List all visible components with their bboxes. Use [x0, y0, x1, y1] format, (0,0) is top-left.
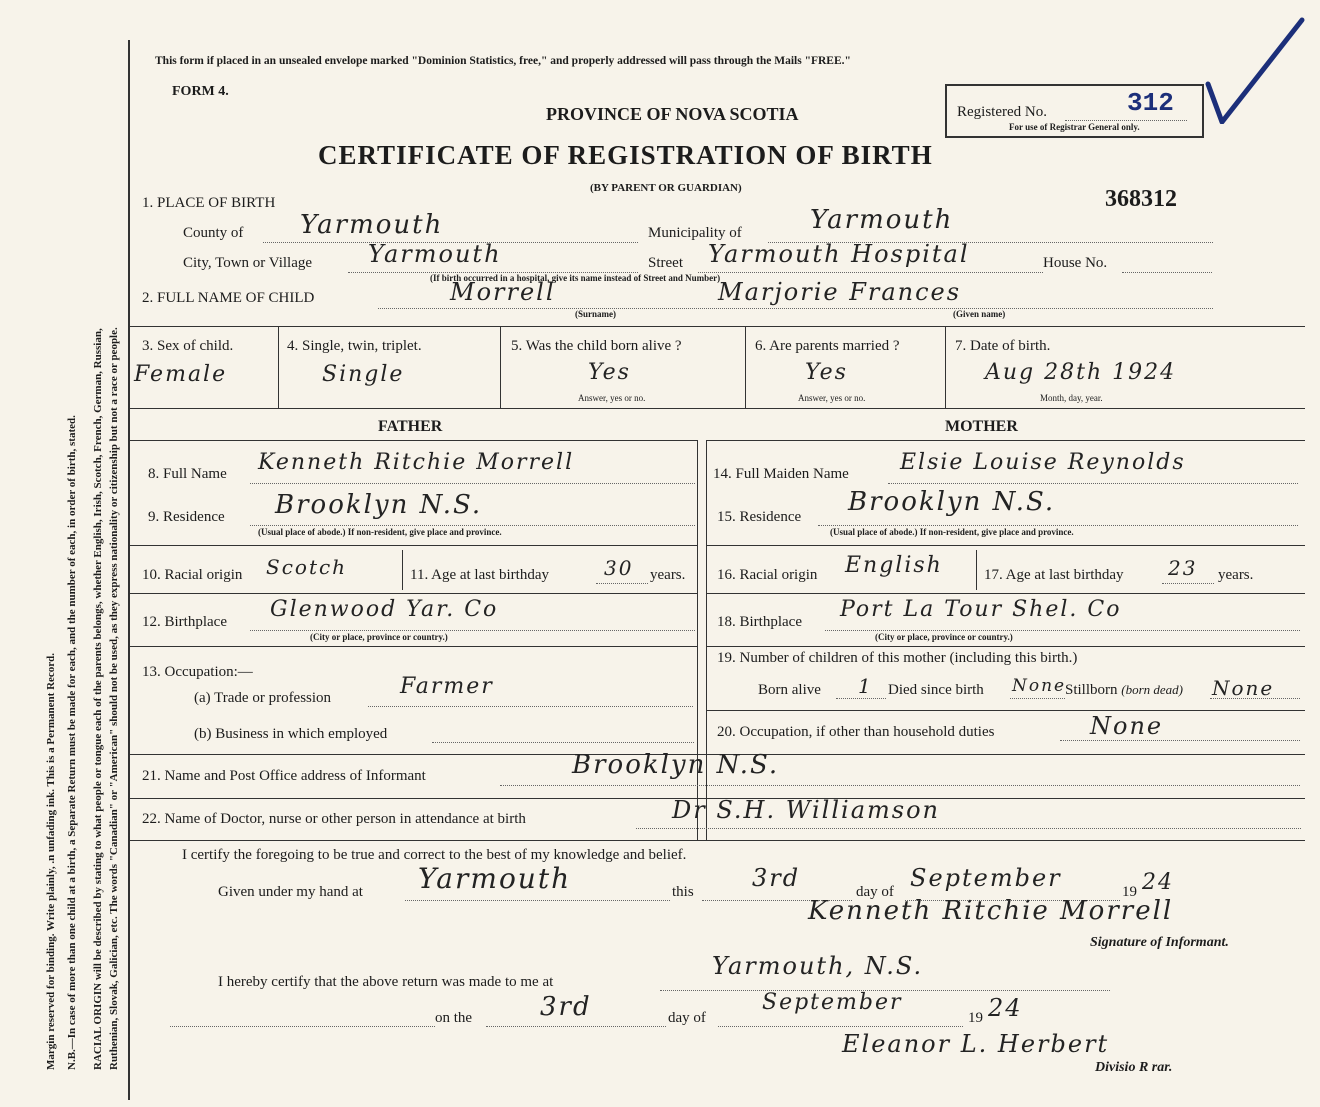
father-residence-label: 9. Residence — [148, 509, 225, 525]
father-birthplace-note: (City or place, province or country.) — [310, 632, 448, 642]
registered-label: Registered No. — [957, 104, 1047, 120]
stillborn-label — [1065, 682, 1183, 699]
father-age-value: 30 — [604, 556, 634, 580]
date-of-birth-value: Aug 28th 1924 — [985, 360, 1177, 385]
doctor-value: Dr S.H. Williamson — [672, 796, 940, 824]
county-value: Yarmouth — [300, 210, 444, 240]
registered-value: 312 — [1127, 88, 1174, 118]
father-age-label: 11. Age at last birthday — [410, 567, 549, 583]
city-value: Yarmouth — [368, 240, 502, 268]
mother-age-label: 17. Age at last birthday — [984, 567, 1124, 583]
born-alive-count-label: Born alive — [758, 682, 821, 698]
margin-note-multiple-births: N.B.—In case of more than one child at a birth, a Separate Return must be made for each, and the number of each, in order of birth, stated. — [66, 415, 78, 1070]
date-of-birth-label: 7. Date of birth. — [955, 338, 1051, 354]
street-value: Yarmouth Hospital — [708, 240, 970, 268]
given-place-value: Yarmouth — [418, 862, 572, 895]
single-twin-value: Single — [322, 362, 405, 387]
parents-married-note: Answer, yes or no. — [798, 393, 866, 403]
margin-border — [128, 40, 130, 1100]
registrar-month-value: September — [762, 990, 903, 1015]
mother-name-label: 14. Full Maiden Name — [713, 466, 849, 482]
certify-statement: I certify the foregoing to be true and correct to the best of my knowledge and belief. — [182, 847, 687, 863]
form-number: FORM 4. — [172, 84, 229, 99]
registrar-day-of-label: day of — [668, 1010, 706, 1026]
mail-notice-free: "FREE." — [804, 55, 851, 67]
check-mark-icon — [1200, 14, 1310, 124]
street-label: Street — [648, 255, 683, 271]
father-name-value: Kenneth Ritchie Morrell — [258, 450, 575, 475]
certify-year-prefix: 19 — [1122, 884, 1137, 900]
informant-value: Brooklyn N.S. — [572, 750, 780, 780]
margin-note-binding: Margin reserved for binding. Write plainly, .n unfading ink. This is a Permanent Record. — [45, 652, 57, 1070]
mother-birthplace-value: Port La Tour Shel. Co — [840, 597, 1122, 622]
certificate-subtitle: (BY PARENT OR GUARDIAN) — [590, 182, 742, 194]
mother-residence-value: Brooklyn N.S. — [848, 487, 1056, 517]
parents-married-label: 6. Are parents married ? — [755, 338, 900, 354]
county-label: County of — [183, 225, 244, 241]
father-trade-value: Farmer — [400, 674, 494, 699]
margin-note-racial-origin-2: Ruthenian, Slovak, Galician, etc. The words "Canadian" or "American" should not be used, as they express nationality or citizenship but not a race or people. — [108, 327, 120, 1070]
mother-racial-label: 16. Racial origin — [717, 567, 818, 583]
certify-year-value: 24 — [1142, 870, 1174, 895]
child-surname-value: Morrell — [450, 278, 556, 306]
born-alive-value: Yes — [588, 360, 631, 385]
registrar-signature: Eleanor L. Herbert — [842, 1030, 1110, 1058]
mother-birthplace-note: (City or place, province or country.) — [875, 632, 1013, 642]
mother-children-label: 19. Number of children of this mother (including this birth.) — [717, 650, 1078, 666]
born-alive-label: 5. Was the child born alive ? — [511, 338, 682, 354]
province-heading: PROVINCE OF NOVA SCOTIA — [546, 104, 799, 124]
date-of-birth-note: Month, day, year. — [1040, 393, 1103, 403]
father-name-label: 8. Full Name — [148, 466, 227, 482]
stillborn-label-text: Stillborn — [1065, 682, 1118, 698]
certify-month-value: September — [910, 864, 1062, 892]
father-years-label: years. — [650, 567, 686, 583]
father-business-label: (b) Business in which employed — [194, 726, 388, 742]
born-alive-note: Answer, yes or no. — [578, 393, 646, 403]
father-birthplace-label: 12. Birthplace — [142, 614, 227, 630]
stillborn-note: (born dead) — [1121, 682, 1184, 697]
place-of-birth-label: 1. PLACE OF BIRTH — [142, 195, 276, 211]
mother-years-label: years. — [1218, 567, 1254, 583]
father-birthplace-value: Glenwood Yar. Co — [270, 597, 499, 622]
registrar-statement: I hereby certify that the above return was made to me at — [218, 974, 554, 990]
child-given-name-value: Marjorie Frances — [718, 278, 962, 306]
certify-day-of-label: day of — [856, 884, 894, 900]
informant-label: 21. Name and Post Office address of Informant — [142, 768, 426, 784]
father-occupation-label: 13. Occupation:— — [142, 664, 253, 680]
registrar-day-value: 3rd — [540, 992, 592, 1022]
mother-heading: MOTHER — [945, 418, 1018, 435]
mail-notice-text: This form if placed in an unsealed envelope marked "Dominion Statistics, free," and properly addressed will pass through the Mails — [155, 55, 805, 67]
registrar-year-value: 24 — [988, 994, 1023, 1022]
registrar-on-the-label: on the — [435, 1010, 473, 1026]
city-label: City, Town or Village — [183, 255, 313, 271]
sex-label: 3. Sex of child. — [142, 338, 234, 354]
this-label: this — [672, 884, 694, 900]
mother-name-value: Elsie Louise Reynolds — [900, 450, 1186, 475]
father-heading: FATHER — [378, 418, 443, 435]
father-trade-label: (a) Trade or profession — [194, 690, 332, 706]
father-residence-value: Brooklyn N.S. — [275, 490, 483, 520]
father-racial-value: Scotch — [266, 555, 348, 579]
margin-note-racial-origin-1: RACIAL ORIGIN will be described by stating to what people or tongue each of the parents belongs, whether English, Irish, Scotch, French, German, Russian, — [92, 328, 104, 1070]
mail-notice — [155, 55, 851, 67]
father-residence-note: (Usual place of abode.) If non-resident, give place and province. — [258, 527, 502, 537]
single-twin-label: 4. Single, twin, triplet. — [287, 338, 422, 354]
doctor-label: 22. Name of Doctor, nurse or other person in attendance at birth — [142, 811, 526, 827]
informant-signature: Kenneth Ritchie Morrell — [808, 896, 1174, 926]
registrar-note: For use of Registrar General only. — [1009, 122, 1140, 132]
father-racial-label: 10. Racial origin — [142, 567, 243, 583]
certify-day-value: 3rd — [752, 864, 801, 892]
given-name-note: (Given name) — [953, 309, 1006, 319]
mother-birthplace-label: 18. Birthplace — [717, 614, 802, 630]
given-under-label: Given under my hand at — [218, 884, 363, 900]
mother-racial-value: English — [845, 553, 943, 578]
house-number-label: House No. — [1043, 255, 1108, 271]
died-since-birth-label: Died since birth — [888, 682, 984, 698]
mother-residence-label: 15. Residence — [717, 509, 802, 525]
mother-occupation-value: None — [1090, 712, 1164, 740]
hospital-note: (If birth occurred in a hospital, give its name instead of Street and Number) — [430, 273, 721, 283]
mother-residence-note: (Usual place of abode.) If non-resident, give place and province. — [830, 527, 1074, 537]
registrar-year-prefix: 19 — [968, 1010, 983, 1026]
stillborn-value: None — [1212, 676, 1275, 700]
mother-occupation-label: 20. Occupation, if other than household duties — [717, 724, 995, 740]
division-registrar-label: Divisio R rar. — [1095, 1060, 1173, 1075]
sex-value: Female — [134, 362, 228, 387]
died-since-birth-value: None — [1012, 676, 1067, 696]
mother-age-value: 23 — [1168, 556, 1198, 580]
municipality-value: Yarmouth — [810, 205, 954, 235]
registered-number-box — [945, 84, 1204, 138]
certificate-number: 368312 — [1105, 186, 1177, 212]
born-alive-count-value: 1 — [858, 674, 873, 698]
signature-of-informant-label: Signature of Informant. — [1090, 935, 1229, 950]
parents-married-value: Yes — [805, 360, 848, 385]
surname-note: (Surname) — [575, 309, 616, 319]
registrar-place-value: Yarmouth, N.S. — [712, 952, 924, 980]
child-name-label: 2. FULL NAME OF CHILD — [142, 290, 315, 306]
municipality-label: Municipality of — [648, 225, 742, 241]
certificate-title: CERTIFICATE OF REGISTRATION OF BIRTH — [318, 140, 933, 170]
